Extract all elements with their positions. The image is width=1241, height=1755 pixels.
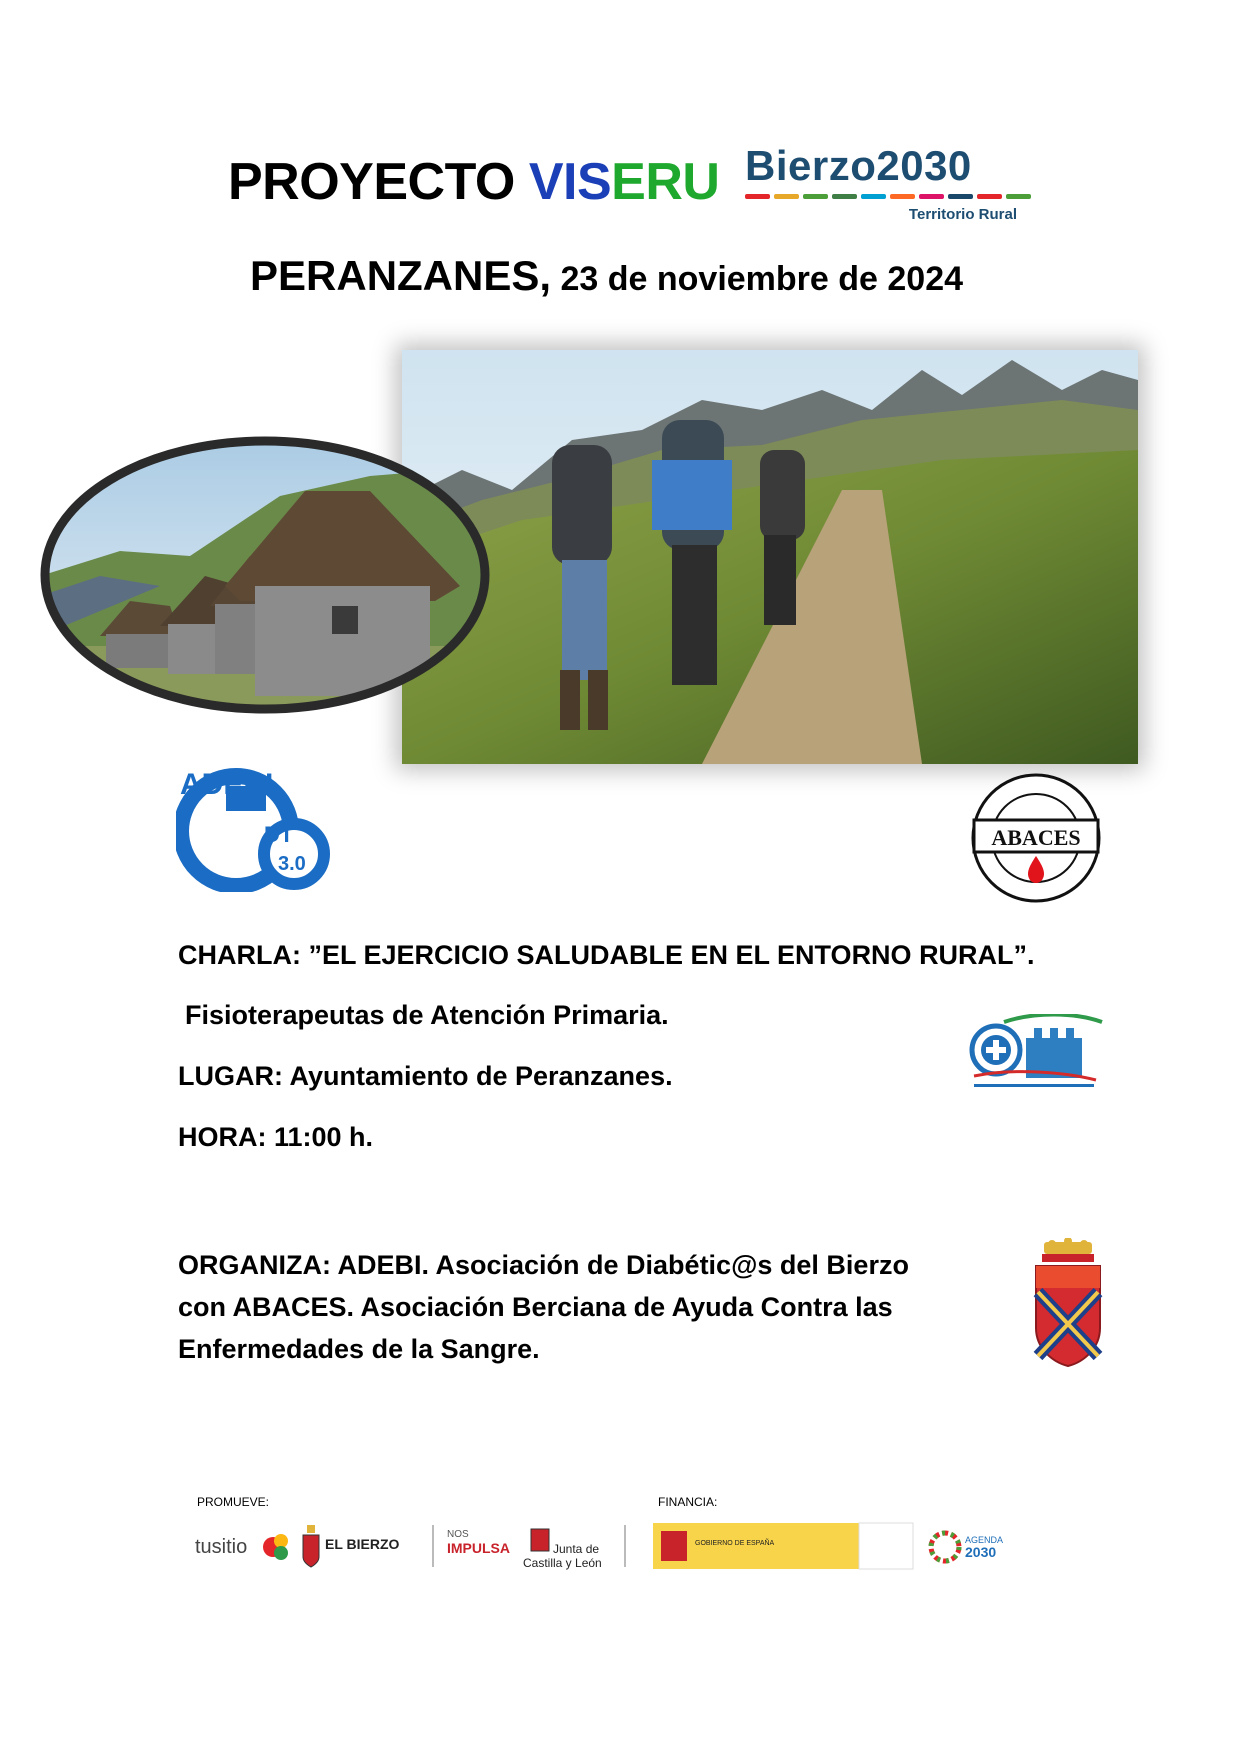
title-word-eru: ERU xyxy=(611,153,720,211)
organizers-line: ORGANIZA: ADEBI. Asociación de Diabétic@s del Bierzo xyxy=(178,1250,909,1280)
adebi-logo xyxy=(176,746,334,892)
title-word-proyecto: PROYECTO xyxy=(228,153,529,211)
peranzanes-coat-of-arms xyxy=(1030,1238,1106,1368)
event-title xyxy=(228,152,719,212)
nos-text: NOS xyxy=(447,1529,469,1540)
organizers-statement xyxy=(178,1244,978,1370)
bierzo2030-logo xyxy=(745,142,1027,232)
pallozas-photo xyxy=(40,436,490,714)
bierzo2030-color-bars xyxy=(745,194,1031,199)
bierzo2030-wordmark: Bierzo2030 xyxy=(745,142,972,189)
event-place-date xyxy=(250,252,963,300)
impulsa-text: IMPULSA xyxy=(447,1540,510,1556)
organizers-line: con ABACES. Asociación Berciana de Ayuda Contra las xyxy=(178,1292,893,1322)
consejo-bierzo-logo: EL BIERZO xyxy=(325,1536,400,1552)
bierzo2030-subtitle: Territorio Rural xyxy=(908,206,1017,223)
agenda-label: AGENDA xyxy=(965,1535,1004,1545)
event-location: LUGAR: Ayuntamiento de Peranzanes. xyxy=(178,1061,673,1091)
gobierno-logo: GOBIERNO DE ESPAÑA xyxy=(695,1540,775,1547)
funders-label: FINANCIA: xyxy=(658,1495,718,1509)
tusitio-logo: tusitio xyxy=(195,1536,248,1558)
gasb-logo xyxy=(964,1014,1104,1092)
event-date: 23 de noviembre de 2024 xyxy=(551,260,964,298)
adebi-logo-dt: DT xyxy=(264,822,294,847)
title-word-vis: VIS xyxy=(528,153,612,211)
organizers-line: Enfermedades de la Sangre. xyxy=(178,1334,540,1364)
sponsor-logo-strip xyxy=(195,1515,1025,1575)
junta-line1: Junta de xyxy=(553,1542,600,1556)
abaces-logo-name: ABACES xyxy=(991,825,1081,850)
event-place: PERANZANES, xyxy=(250,252,552,299)
agenda-year: 2030 xyxy=(965,1544,997,1560)
talk-speakers: Fisioterapeutas de Atención Primaria. xyxy=(185,1000,669,1030)
adebi-logo-version: 3.0 xyxy=(278,853,306,875)
abaces-logo xyxy=(966,768,1106,908)
hikers-photo xyxy=(402,350,1138,764)
adebi-logo-text: ADEBI xyxy=(180,768,274,801)
junta-line2: Castilla y León xyxy=(523,1556,602,1570)
promoters-label: PROMUEVE: xyxy=(197,1495,270,1509)
event-time: HORA: 11:00 h. xyxy=(178,1122,374,1152)
talk-title: CHARLA: ”EL EJERCICIO SALUDABLE EN EL ENTORNO RURAL”. xyxy=(178,940,1035,970)
